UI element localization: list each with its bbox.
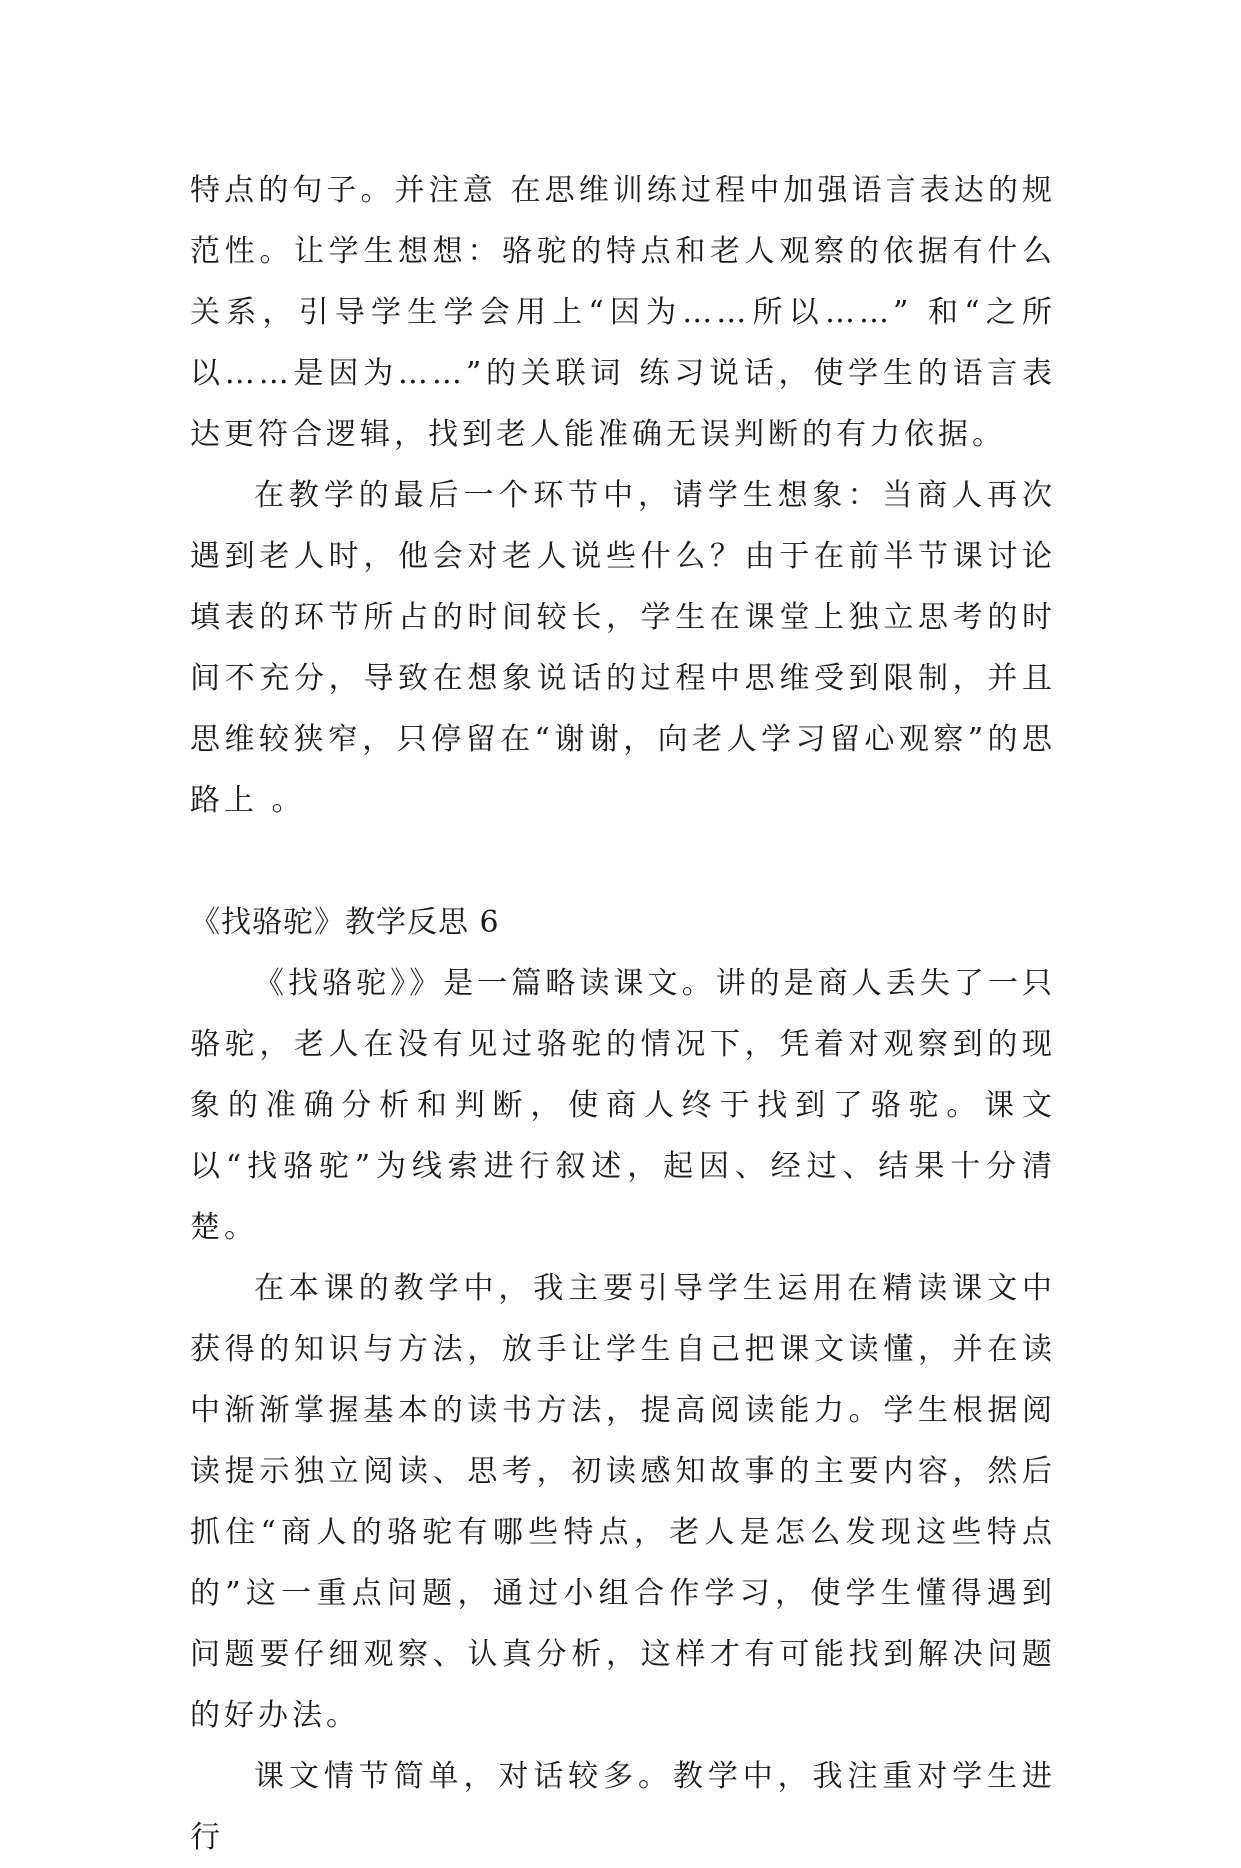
paragraph-intro: 《找骆驼》》是一篇略读课文。讲的是商人丢失了一只骆驼，老人在没有见过骆驼的情况下，凭着对观察到的现象的准确分析和判断，使商人终于找到了骆驼。课文以“找骆驼”为线索进行叙述，起因、经过、结果十分清楚。	[190, 966, 1056, 1245]
paragraph-continuation: 特点的句子。并注意 在思维训练过程中加强语言表达的规范性。让学生想想：骆驼的特点和老人观察的依据有什么关系，引导学生学会用上“因为……所以……” 和“之所以……是因为……”的关联词 练习说话，使学生的语言表达更符合逻辑，找到老人能准确无误判断的有力依据。	[190, 173, 1056, 452]
paragraph-teaching-method: 在本课的教学中，我主要引导学生运用在精读课文中获得的知识与方法，放手让学生自己把课文读懂，并在读中渐渐掌握基本的读书方法，提高阅读能力。学生根据阅读提示独立阅读、思考，初读感知故事的主要内容，然后抓住“商人的骆驼有哪些特点，老人是怎么发现这些特点的”这一重点问题，通过小组合作学习，使学生懂得遇到问题要仔细观察、认真分析，这样才有可能找到解决问题的好办法。	[190, 1271, 1056, 1733]
paragraph-dialogue-focus: 课文情节简单，对话较多。教学中，我注重对学生进行	[190, 1759, 1056, 1855]
section-title: 《找骆驼》教学反思 6	[190, 905, 500, 940]
section-gap	[190, 831, 1056, 892]
document-body	[190, 160, 1056, 1868]
paragraph-final-step-reflection: 在教学的最后一个环节中，请学生想象：当商人再次遇到老人时，他会对老人说些什么？由于在前半节课讨论填表的环节所占的时间较长，学生在课堂上独立思考的时间不充分，导致在想象说话的过程中思维受到限制，并且思维较狭窄，只停留在“谢谢，向老人学习留心观察”的思路上 。	[190, 478, 1056, 818]
